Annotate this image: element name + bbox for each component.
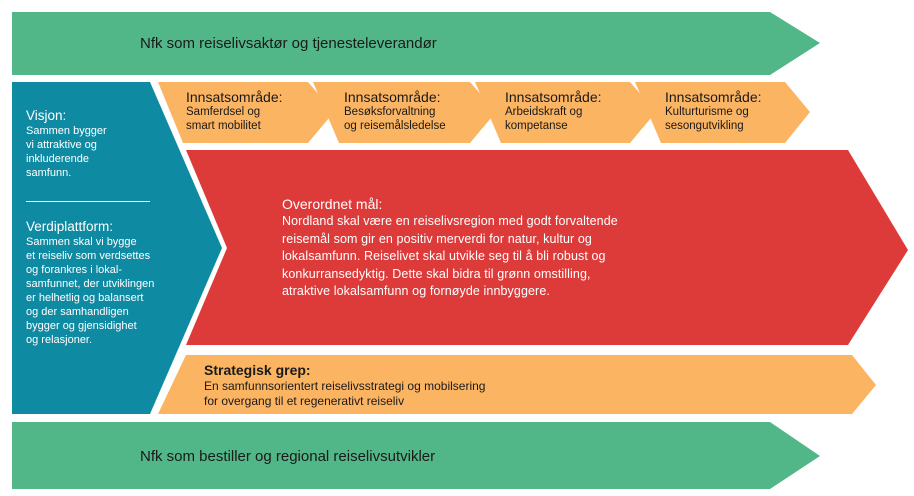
vision-line: vi attraktive og — [26, 139, 97, 151]
focus-area-line: Samferdsel og — [186, 106, 261, 118]
values-line: er helhetlig og balansert — [26, 292, 144, 304]
values-line: og forankres i lokal- — [26, 264, 122, 276]
vision-line: Sammen bygger — [26, 125, 107, 137]
vision-block — [26, 108, 107, 180]
values-line: samfunnet, der utviklingen — [26, 278, 155, 290]
vision-line: samfunn. — [26, 167, 72, 179]
focus-area-line: sesongutvikling — [665, 120, 744, 132]
focus-area-title: Innsatsområde: — [665, 89, 762, 105]
focus-area-line: og reisemålsledelse — [344, 120, 446, 132]
focus-area-line: Besøksforvaltning — [344, 106, 436, 118]
values-line: Sammen skal vi bygge — [26, 236, 137, 248]
values-line: og der samhandligen — [26, 306, 129, 318]
main-goal-title: Overordnet mål: — [282, 196, 383, 212]
vision-line: inkluderende — [26, 153, 89, 165]
strategy-title: Strategisk grep: — [204, 362, 311, 378]
top-banner-label: Nfk som reiselivsaktør og tjenesteleverandør — [140, 35, 437, 52]
strategy-line: for overgang til et regenerativt reiseliv — [204, 394, 405, 408]
vision-divider — [26, 201, 150, 202]
focus-area-1 — [186, 89, 283, 133]
main-goal-line: lokalsamfunn. Reiselivet skal utvikle seg til å bli robust og — [282, 249, 606, 263]
strategy-line: En samfunnsorientert reiselivsstrategi og mobilsering — [204, 379, 486, 393]
values-block — [26, 219, 154, 347]
values-heading: Verdiplattform: — [26, 219, 114, 234]
main-goal-line: Nordland skal være en reiselivsregion med godt forvaltende — [282, 214, 618, 228]
focus-area-line: smart mobilitet — [186, 120, 261, 132]
focus-area-4 — [665, 89, 762, 133]
main-goal-line: atraktive lokalsamfunn og fornøyde innbyggere. — [282, 284, 550, 298]
focus-area-line: Kulturturisme og — [665, 106, 749, 118]
values-line: og relasjoner. — [26, 334, 93, 346]
values-line: et reiseliv som verdsettes — [26, 250, 151, 262]
main-goal-block — [282, 196, 618, 301]
main-goal-line: reisemål som gir en positiv merverdi for natur, kultur og — [282, 231, 592, 246]
focus-area-line: kompetanse — [505, 120, 568, 132]
focus-area-title: Innsatsområde: — [344, 89, 441, 105]
main-goal-line: konkurransedyktig. Dette skal bidra til grønn omstilling, — [282, 266, 591, 281]
vision-heading: Visjon: — [26, 108, 67, 123]
focus-area-title: Innsatsområde: — [505, 89, 602, 105]
focus-area-2 — [344, 89, 446, 133]
strategy-block — [204, 362, 485, 409]
focus-area-3 — [505, 89, 602, 133]
focus-area-title: Innsatsområde: — [186, 89, 283, 105]
bottom-banner-label: Nfk som bestiller og regional reiselivsutvikler — [140, 448, 436, 465]
values-line: bygger og gjensidighet — [26, 320, 137, 332]
focus-area-line: Arbeidskraft og — [505, 106, 583, 118]
